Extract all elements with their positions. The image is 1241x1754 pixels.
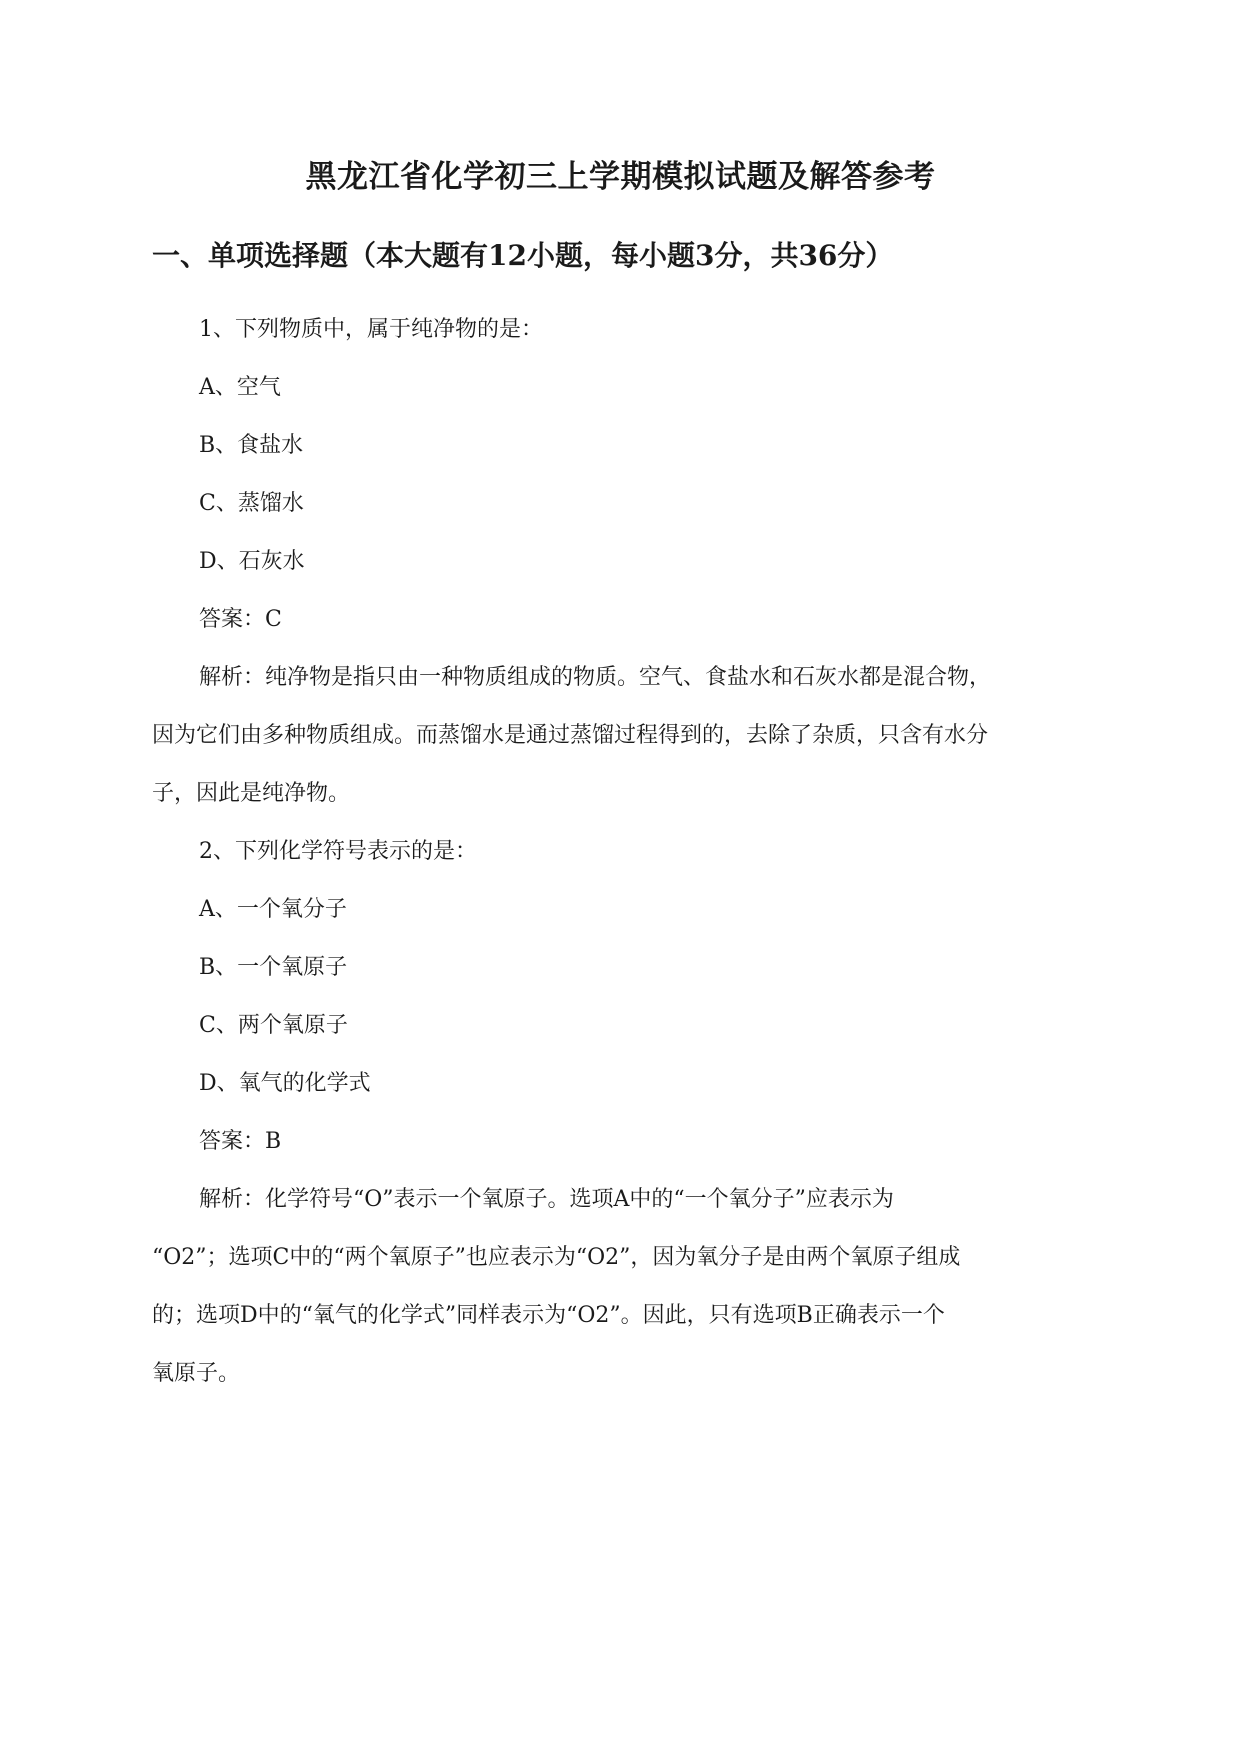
question-1-option-c: C、蒸馏水 xyxy=(199,491,304,516)
question-1-analysis-line-1: 解析：纯净物是指只由一种物质组成的物质。空气、食盐水和石灰水都是混合物， xyxy=(199,665,992,690)
question-2-option-a: A、一个氧分子 xyxy=(199,897,347,922)
question-1-analysis-line-2: 因为它们由多种物质组成。而蒸馏水是通过蒸馏过程得到的，去除了杂质，只含有水分 xyxy=(152,723,989,748)
question-2-option-c: C、两个氧原子 xyxy=(199,1013,348,1038)
question-1-answer: 答案：C xyxy=(199,607,282,632)
question-1-option-d: D、石灰水 xyxy=(199,549,305,574)
question-1-option-a: A、空气 xyxy=(199,375,281,400)
question-1-option-b: B、食盐水 xyxy=(199,433,304,458)
question-1-analysis-line-3: 子，因此是纯净物。 xyxy=(152,781,351,806)
section-heading: 一、单项选择题（本大题有12小题，每小题3分，共36分） xyxy=(152,239,894,272)
question-2-analysis-line-2: “O2”；选项C中的“两个氧原子”也应表示为“O2”，因为氧分子是由两个氧原子组成 xyxy=(152,1245,961,1270)
question-2-option-d: D、氧气的化学式 xyxy=(199,1071,371,1096)
question-2-analysis-line-1: 解析：化学符号“O”表示一个氧原子。选项A中的“一个氧分子”应表示为 xyxy=(199,1187,894,1212)
question-2-option-b: B、一个氧原子 xyxy=(199,955,348,980)
question-2-analysis-line-4: 氧原子。 xyxy=(152,1361,241,1386)
question-1-stem: 1、下列物质中，属于纯净物的是： xyxy=(199,317,543,342)
question-2-analysis-line-3: 的；选项D中的“氧气的化学式”同样表示为“O2”。因此，只有选项B正确表示一个 xyxy=(152,1303,945,1328)
question-2-stem: 2、下列化学符号表示的是： xyxy=(199,839,477,864)
question-2-answer: 答案：B xyxy=(199,1129,282,1154)
document-title: 黑龙江省化学初三上学期模拟试题及解答参考 xyxy=(305,159,936,195)
